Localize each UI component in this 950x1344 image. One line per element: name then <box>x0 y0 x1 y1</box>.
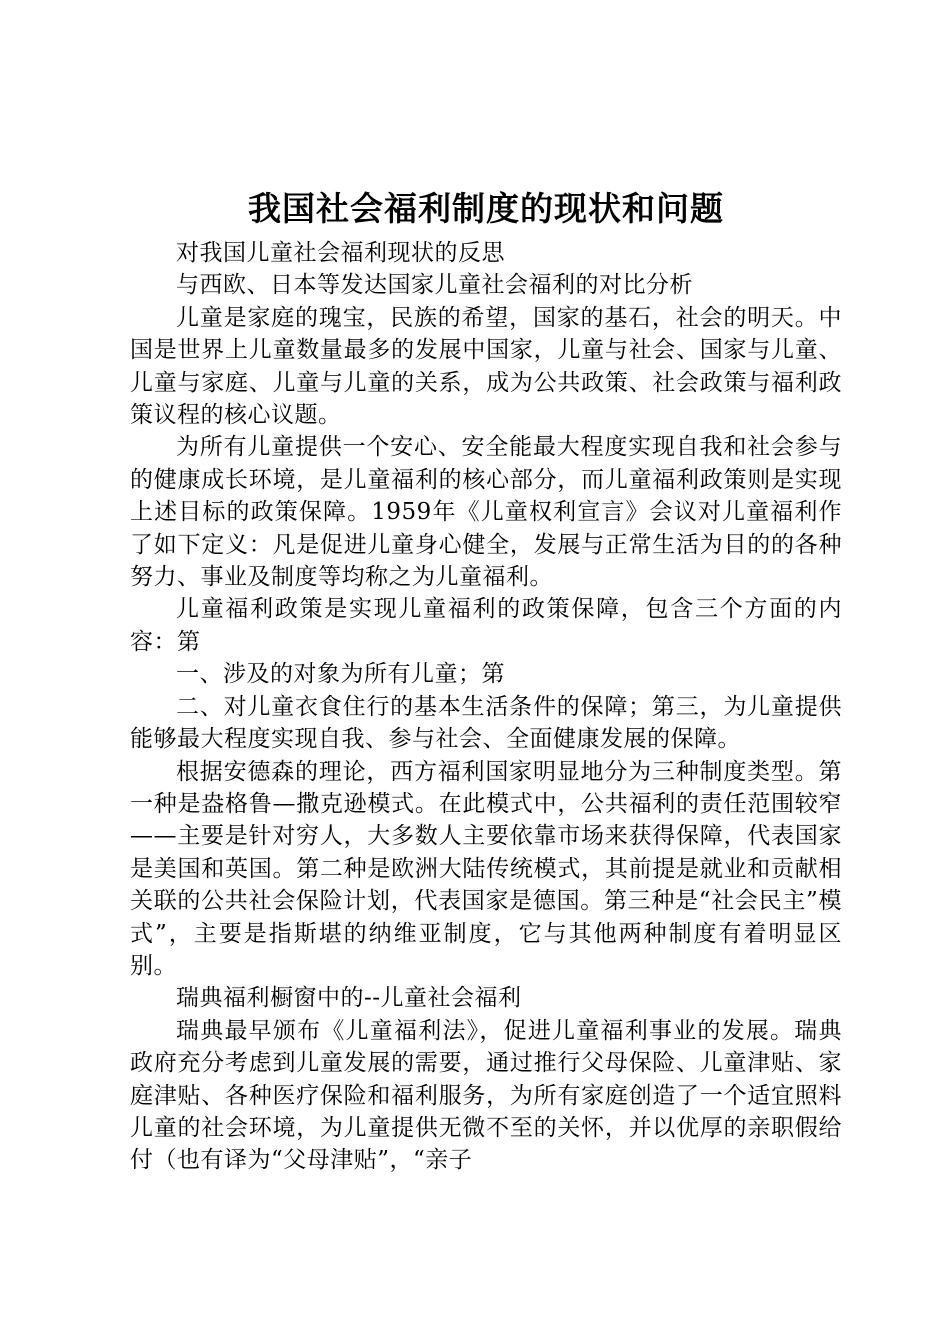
paragraph-subheading-1: 对我国儿童社会福利现状的反思 <box>176 240 505 266</box>
paragraph-welfare-definition: 为所有儿童提供一个安心、安全能最大程度实现自我和社会参与的健康成长环境，是儿童福利的核心部分，而儿童福利政策则是实现上述目标的政策保障。1959年《儿童权利宣言》会议对儿童福利作了如下定义：凡是促进儿童身心健全，发展与正常生活为目的的各种努力、事业及制度等均称之为儿童福利。 <box>130 434 842 591</box>
paragraph-subheading-2: 与西欧、日本等发达国家儿童社会福利的对比分析 <box>176 272 693 299</box>
paragraph-sweden-heading: 瑞典福利橱窗中的--儿童社会福利 <box>176 985 522 1012</box>
document-page <box>130 185 842 1177</box>
document-title: 我国社会福利制度的现状和问题 <box>248 189 724 228</box>
paragraph-sweden-welfare: 瑞典最早颁布《儿童福利法》，促进儿童福利事业的发展。瑞典政府充分考虑到儿童发展的需要，通过推行父母保险、儿童津贴、家庭津贴、各种医疗保险和福利服务，为所有家庭创造了一个适宜照料儿童的社会环境，为儿童提供无微不至的关怀，并以优厚的亲职假给付（也有译为“父母津贴”，“亲子 <box>130 1017 842 1174</box>
paragraph-aspect-one: 一、涉及的对象为所有儿童；第 <box>176 661 505 688</box>
paragraph-children-treasure: 儿童是家庭的瑰宝，民族的希望，国家的基石，社会的明天。中国是世界上儿童数量最多的发展中国家，儿童与社会、国家与儿童、儿童与家庭、儿童与儿童的关系，成为公共政策、社会政策与福利政策议程的核心议题。 <box>130 304 842 429</box>
paragraph-policy-aspects: 儿童福利政策是实现儿童福利的政策保障，包含三个方面的内容：第 <box>130 596 842 655</box>
paragraph-aspect-two-three: 二、对儿童衣食住行的基本生活条件的保障；第三，为儿童提供能够最大程度实现自我、参与社会、全面健康发展的保障。 <box>130 693 842 753</box>
paragraph-andersen-theory: 根据安德森的理论，西方福利国家明显地分为三种制度类型。第一种是盎格鲁—撒克逊模式。在此模式中，公共福利的责任范围较窄——主要是针对穷人，大多数人主要依靠市场来获得保障，代表国家是美国和英国。第二种是欧洲大陆传统模式，其前提是就业和贡献相关联的公共社会保险计划，代表国家是德国。第三种是“社会民主”模式”，主要是指斯堪的纳维亚制度，它与其他两种制度有着明显区别。 <box>130 758 842 979</box>
